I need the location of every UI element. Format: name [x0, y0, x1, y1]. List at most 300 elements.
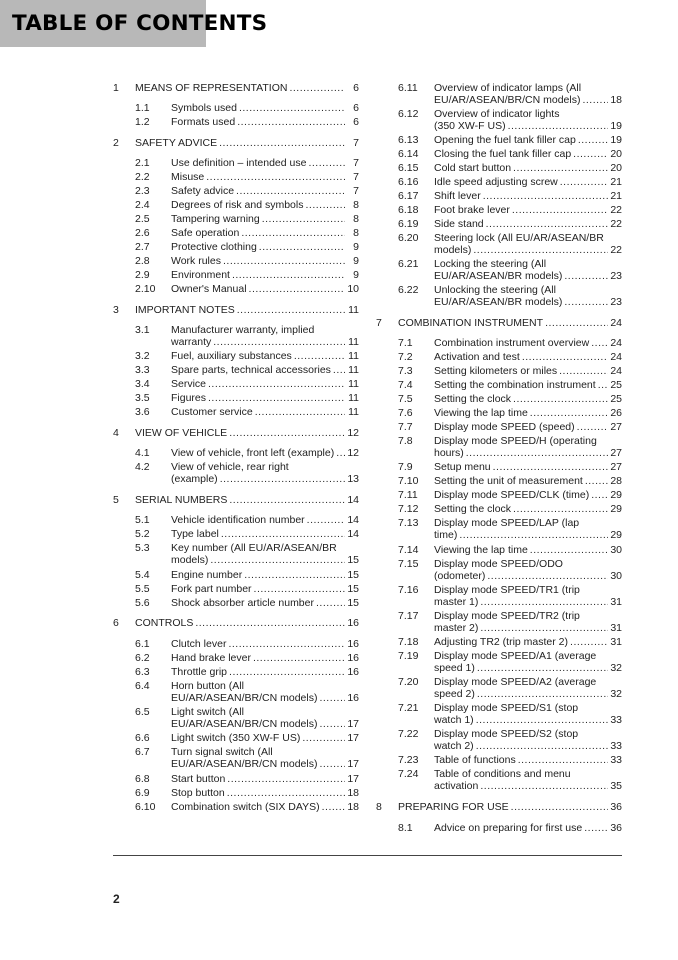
toc-dot-leader	[208, 378, 345, 390]
toc-entry-number: 4.2	[135, 461, 150, 473]
toc-entry-page: 11	[348, 304, 359, 316]
toc-entry-number: 7.10	[398, 475, 419, 487]
toc-dot-leader	[466, 447, 608, 459]
toc-entry-page: 20	[610, 162, 622, 174]
toc-entry-title: master 2)	[434, 622, 479, 634]
toc-entry-title: Fork part number	[171, 583, 252, 595]
page-number: 2	[113, 892, 120, 906]
toc-entry-page: 17	[347, 718, 359, 730]
toc-dot-leader	[522, 351, 608, 363]
toc-entry-page: 6	[353, 82, 359, 94]
toc-entry-number: 3.4	[135, 378, 150, 390]
toc-entry-page: 24	[610, 317, 622, 329]
toc-dot-leader	[564, 270, 608, 282]
toc-dot-leader	[229, 427, 345, 439]
toc-entry-number: 8.1	[398, 822, 413, 834]
toc-entry-page: 23	[610, 296, 622, 308]
toc-entry-number: 6.12	[398, 108, 419, 120]
toc-entry-title: Protective clothing	[171, 241, 257, 253]
toc-dot-leader	[582, 94, 608, 106]
footer-divider	[113, 855, 622, 856]
toc-entry-number: 2.6	[135, 227, 150, 239]
toc-entry-number: 7.21	[398, 702, 419, 714]
toc-dot-leader	[477, 662, 608, 674]
toc-entry-title: Spare parts, technical accessories	[171, 364, 331, 376]
toc-entry-number: 4.1	[135, 447, 150, 459]
toc-entry-page: 18	[347, 801, 359, 813]
toc-entry-title: View of vehicle, rear right	[171, 461, 289, 473]
toc-entry-number: 3.3	[135, 364, 150, 376]
toc-dot-leader	[573, 148, 608, 160]
toc-entry-title: Display mode SPEED/H (operating	[434, 435, 597, 447]
toc-entry-page: 31	[610, 596, 622, 608]
toc-entry-page: 24	[610, 337, 622, 349]
toc-dot-leader	[289, 82, 345, 94]
toc-entry-number: 2.5	[135, 213, 150, 225]
toc-entry-title: Horn button (All	[171, 680, 244, 692]
toc-entry-title: VIEW OF VEHICLE	[135, 427, 228, 439]
toc-dot-leader	[591, 489, 608, 501]
toc-entry-number: 7.16	[398, 584, 419, 596]
toc-entry-title: watch 1)	[434, 714, 474, 726]
toc-entry-page: 29	[610, 489, 622, 501]
toc-entry-page: 12	[347, 447, 359, 459]
toc-entry-number: 7.14	[398, 544, 419, 556]
toc-entry-page: 27	[610, 421, 622, 433]
toc-entry-title: Type label	[171, 528, 219, 540]
toc-entry-number: 2.4	[135, 199, 150, 211]
toc-entry-title: Degrees of risk and symbols	[171, 199, 304, 211]
toc-entry-page: 16	[347, 638, 359, 650]
toc-dot-leader	[254, 583, 345, 595]
toc-entry-page: 30	[610, 570, 622, 582]
toc-entry-page: 22	[610, 244, 622, 256]
toc-entry-number: 7.22	[398, 728, 419, 740]
toc-dot-leader	[518, 754, 608, 766]
toc-entry-title: Overview of indicator lamps (All	[434, 82, 582, 94]
toc-entry-title: Table of functions	[434, 754, 516, 766]
toc-dot-leader	[255, 406, 345, 418]
toc-entry-number: 2.9	[135, 269, 150, 281]
toc-dot-leader	[513, 162, 608, 174]
toc-entry-title: Owner's Manual	[171, 283, 247, 295]
toc-entry-title: Manufacturer warranty, implied	[171, 324, 315, 336]
toc-entry-title: Table of conditions and menu	[434, 768, 571, 780]
toc-entry-number: 7.2	[398, 351, 413, 363]
toc-dot-leader	[302, 732, 345, 744]
toc-dot-leader	[223, 255, 345, 267]
toc-entry-title: Misuse	[171, 171, 205, 183]
toc-dot-leader	[570, 636, 608, 648]
toc-entry-page: 16	[347, 617, 359, 629]
toc-entry-title: Display mode SPEED/S1 (stop	[434, 702, 579, 714]
toc-entry-title: Figures	[171, 392, 207, 404]
toc-entry-title: Opening the fuel tank filler cap	[434, 134, 576, 146]
toc-entry-title: MEANS OF REPRESENTATION	[135, 82, 288, 94]
toc-entry-title: Foot brake lever	[434, 204, 510, 216]
toc-entry-page: 31	[610, 636, 622, 648]
toc-entry-number: 6.4	[135, 680, 150, 692]
toc-entry-page: 24	[610, 351, 622, 363]
toc-dot-leader	[513, 393, 608, 405]
toc-entry-page: 21	[610, 190, 622, 202]
toc-dot-leader	[259, 241, 345, 253]
toc-entry-title: Viewing the lap time	[434, 544, 528, 556]
toc-entry-page: 27	[610, 447, 622, 459]
toc-entry-number: 6.7	[135, 746, 150, 758]
toc-entry-number: 3.1	[135, 324, 150, 336]
toc-dot-leader	[476, 740, 608, 752]
toc-entry-number: 3.5	[135, 392, 150, 404]
toc-dot-leader	[493, 461, 608, 473]
toc-entry-title: Safety advice	[171, 185, 235, 197]
toc-entry-number: 6.6	[135, 732, 150, 744]
toc-entry-title: EU/AR/ASEAN/BR models)	[434, 296, 563, 308]
toc-entry-page: 11	[348, 350, 359, 362]
toc-entry-title: Display mode SPEED (speed)	[434, 421, 575, 433]
toc-entry-title: Hand brake lever	[171, 652, 251, 664]
toc-entry-title: Key number (All EU/AR/ASEAN/BR	[171, 542, 337, 554]
toc-dot-leader	[239, 102, 345, 114]
toc-entry-page: 15	[347, 597, 359, 609]
toc-entry-page: 16	[347, 652, 359, 664]
toc-entry-title: EU/AR/ASEAN/BR/CN models)	[171, 758, 318, 770]
toc-entry-number: 2.2	[135, 171, 150, 183]
toc-entry-page: 16	[347, 692, 359, 704]
toc-entry-page: 28	[610, 475, 622, 487]
toc-entry-title: hours)	[434, 447, 464, 459]
toc-entry-page: 19	[610, 120, 622, 132]
toc-entry-number: 2.10	[135, 283, 156, 295]
toc-entry-page: 20	[610, 148, 622, 160]
toc-dot-leader	[322, 801, 345, 813]
toc-dot-leader	[221, 528, 345, 540]
toc-entry-number: 6.17	[398, 190, 419, 202]
toc-entry-page: 11	[348, 378, 359, 390]
toc-entry-number: 3.2	[135, 350, 150, 362]
toc-entry-number: 7.11	[398, 489, 418, 501]
toc-entry-page: 32	[610, 688, 622, 700]
toc-entry-page: 36	[610, 801, 622, 813]
toc-entry-page: 11	[348, 392, 359, 404]
toc-entry-title: Setup menu	[434, 461, 491, 473]
toc-dot-leader	[591, 337, 608, 349]
toc-entry-title: IMPORTANT NOTES	[135, 304, 235, 316]
toc-dot-leader	[237, 304, 345, 316]
toc-dot-leader	[473, 244, 608, 256]
toc-entry-title: SAFETY ADVICE	[135, 137, 218, 149]
toc-entry-title: models)	[171, 554, 209, 566]
toc-entry-number: 7.7	[398, 421, 413, 433]
toc-entry-title: Idle speed adjusting screw	[434, 176, 558, 188]
toc-entry-page: 14	[347, 528, 359, 540]
toc-entry-number: 6.20	[398, 232, 419, 244]
toc-entry-number: 7.8	[398, 435, 413, 447]
toc-dot-leader	[213, 336, 345, 348]
toc-dot-leader	[195, 617, 345, 629]
toc-entry-title: Setting the combination instrument	[434, 379, 596, 391]
toc-entry-page: 17	[347, 773, 359, 785]
toc-entry-title: Work rules	[171, 255, 221, 267]
toc-entry-number: 8	[376, 801, 382, 813]
toc-entry-title: activation	[434, 780, 479, 792]
toc-entry-title: Display mode SPEED/TR2 (trip	[434, 610, 580, 622]
toc-entry-title: Combination instrument overview	[434, 337, 590, 349]
toc-entry-page: 10	[347, 283, 359, 295]
toc-entry-title: SERIAL NUMBERS	[135, 494, 228, 506]
toc-entry-page: 11	[348, 364, 359, 376]
toc-entry-page: 33	[610, 714, 622, 726]
toc-dot-leader	[249, 283, 345, 295]
toc-entry-title: Activation and test	[434, 351, 520, 363]
toc-entry-number: 4	[113, 427, 119, 439]
toc-entry-number: 2	[113, 137, 119, 149]
toc-dot-leader	[477, 688, 608, 700]
toc-entry-title: Display mode SPEED/ODO	[434, 558, 563, 570]
toc-dot-leader	[319, 692, 345, 704]
toc-entry-title: Shift lever	[434, 190, 481, 202]
toc-entry-number: 6.19	[398, 218, 419, 230]
toc-entry-number: 2.3	[135, 185, 150, 197]
toc-entry-title: Vehicle identification number	[171, 514, 305, 526]
toc-entry-number: 1	[113, 82, 119, 94]
toc-entry-title: EU/AR/ASEAN/BR/CN models)	[171, 692, 318, 704]
toc-entry-number: 7.17	[398, 610, 419, 622]
toc-entry-page: 22	[610, 204, 622, 216]
toc-entry-page: 15	[347, 554, 359, 566]
toc-dot-leader	[577, 421, 608, 433]
toc-entry-title: Shock absorber article number	[171, 597, 314, 609]
toc-dot-leader	[319, 758, 345, 770]
toc-dot-leader	[229, 666, 345, 678]
toc-entry-number: 7.12	[398, 503, 419, 515]
toc-entry-page: 8	[353, 227, 359, 239]
toc-dot-leader	[307, 514, 345, 526]
toc-dot-leader	[476, 714, 608, 726]
toc-entry-page: 7	[353, 157, 359, 169]
toc-entry-title: EU/AR/ASEAN/BR/CN models)	[171, 718, 318, 730]
toc-dot-leader	[480, 596, 608, 608]
toc-dot-leader	[480, 780, 608, 792]
toc-entry-title: Display mode SPEED/S2 (stop	[434, 728, 579, 740]
toc-entry-title: Locking the steering (All	[434, 258, 547, 270]
toc-dot-leader	[560, 176, 608, 188]
toc-dot-leader	[584, 822, 608, 834]
toc-entry-title: Throttle grip	[171, 666, 228, 678]
toc-entry-number: 1.2	[135, 116, 150, 128]
toc-dot-leader	[294, 350, 345, 362]
toc-entry-number: 7.5	[398, 393, 413, 405]
toc-entry-page: 6	[353, 116, 359, 128]
toc-entry-title: Turn signal switch (All	[171, 746, 273, 758]
toc-entry-title: EU/AR/ASEAN/BR/CN models)	[434, 94, 581, 106]
toc-entry-title: Fuel, auxiliary substances	[171, 350, 292, 362]
toc-entry-title: Overview of indicator lights	[434, 108, 560, 120]
toc-entry-number: 5.6	[135, 597, 150, 609]
toc-dot-leader	[336, 447, 345, 459]
toc-entry-page: 22	[610, 218, 622, 230]
toc-entry-title: Display mode SPEED/LAP (lap	[434, 517, 580, 529]
toc-entry-title: Use definition – intended use	[171, 157, 307, 169]
toc-entry-page: 15	[347, 583, 359, 595]
toc-entry-page: 16	[347, 666, 359, 678]
toc-entry-title: Advice on preparing for first use	[434, 822, 583, 834]
toc-entry-number: 7.20	[398, 676, 419, 688]
toc-entry-title: Service	[171, 378, 207, 390]
toc-entry-title: Setting the clock	[434, 503, 512, 515]
toc-entry-number: 6.9	[135, 787, 150, 799]
toc-entry-page: 9	[353, 241, 359, 253]
toc-entry-number: 6.8	[135, 773, 150, 785]
toc-entry-title: Steering lock (All EU/AR/ASEAN/BR	[434, 232, 604, 244]
toc-dot-leader	[319, 718, 345, 730]
toc-entry-page: 15	[347, 569, 359, 581]
toc-entry-number: 5.5	[135, 583, 150, 595]
toc-dot-leader	[227, 773, 345, 785]
toc-entry-number: 7.23	[398, 754, 419, 766]
toc-entry-title: Setting the clock	[434, 393, 512, 405]
toc-entry-title: Stop button	[171, 787, 225, 799]
toc-entry-title: Clutch lever	[171, 638, 227, 650]
toc-dot-leader	[333, 364, 345, 376]
toc-entry-title: COMBINATION INSTRUMENT	[398, 317, 544, 329]
toc-entry-title: models)	[434, 244, 472, 256]
toc-dot-leader	[486, 218, 608, 230]
toc-entry-number: 6.13	[398, 134, 419, 146]
toc-entry-title: watch 2)	[434, 740, 474, 752]
toc-dot-leader	[530, 544, 608, 556]
toc-entry-page: 24	[610, 365, 622, 377]
toc-entry-page: 7	[353, 185, 359, 197]
toc-entry-title: Light switch (All	[171, 706, 244, 718]
toc-entry-number: 6.11	[398, 82, 418, 94]
toc-dot-leader	[585, 475, 608, 487]
toc-dot-leader	[508, 120, 608, 132]
toc-entry-title: Closing the fuel tank filler cap	[434, 148, 572, 160]
toc-dot-leader	[232, 269, 345, 281]
toc-dot-leader	[236, 185, 345, 197]
toc-dot-leader	[244, 569, 345, 581]
toc-entry-title: Adjusting TR2 (trip master 2)	[434, 636, 569, 648]
toc-entry-page: 30	[610, 544, 622, 556]
toc-entry-page: 35	[610, 780, 622, 792]
toc-dot-leader	[578, 134, 608, 146]
toc-entry-page: 7	[353, 171, 359, 183]
toc-dot-leader	[316, 597, 345, 609]
toc-dot-leader	[487, 570, 608, 582]
toc-entry-number: 6.10	[135, 801, 156, 813]
toc-entry-title: (example)	[171, 473, 218, 485]
toc-entry-page: 26	[610, 407, 622, 419]
toc-entry-number: 7.3	[398, 365, 413, 377]
toc-entry-title: CONTROLS	[135, 617, 194, 629]
toc-entry-number: 3.6	[135, 406, 150, 418]
toc-entry-number: 6.21	[398, 258, 419, 270]
toc-entry-page: 27	[610, 461, 622, 473]
toc-dot-leader	[511, 801, 608, 813]
toc-entry-number: 7.18	[398, 636, 419, 648]
toc-entry-title: EU/AR/ASEAN/BR models)	[434, 270, 563, 282]
toc-entry-page: 25	[610, 379, 622, 391]
toc-entry-title: Display mode SPEED/TR1 (trip	[434, 584, 580, 596]
toc-dot-leader	[227, 787, 345, 799]
toc-entry-number: 5	[113, 494, 119, 506]
toc-entry-page: 19	[610, 134, 622, 146]
toc-entry-page: 33	[610, 754, 622, 766]
toc-dot-leader	[513, 503, 608, 515]
toc-entry-page: 17	[347, 758, 359, 770]
toc-entry-page: 18	[347, 787, 359, 799]
toc-dot-leader	[480, 622, 608, 634]
toc-entry-page: 29	[610, 503, 622, 515]
toc-entry-page: 33	[610, 740, 622, 752]
toc-entry-number: 7.13	[398, 517, 419, 529]
toc-entry-page: 17	[347, 732, 359, 744]
toc-dot-leader	[219, 137, 345, 149]
toc-dot-leader	[208, 392, 345, 404]
toc-entry-title: (350 XW-F US)	[434, 120, 506, 132]
toc-dot-leader	[220, 473, 345, 485]
toc-entry-number: 2.1	[135, 157, 150, 169]
toc-entry-number: 6.16	[398, 176, 419, 188]
toc-entry-page: 9	[353, 255, 359, 267]
toc-entry-title: time)	[434, 529, 458, 541]
toc-entry-title: Symbols used	[171, 102, 237, 114]
toc-entry-page: 8	[353, 213, 359, 225]
toc-entry-number: 6	[113, 617, 119, 629]
toc-dot-leader	[206, 171, 345, 183]
toc-entry-number: 7.19	[398, 650, 419, 662]
toc-dot-leader	[512, 204, 608, 216]
toc-entry-title: warranty	[171, 336, 212, 348]
toc-entry-title: Display mode SPEED/A1 (average	[434, 650, 597, 662]
toc-entry-page: 25	[610, 393, 622, 405]
toc-entry-number: 6.1	[135, 638, 150, 650]
toc-entry-page: 11	[348, 406, 359, 418]
toc-dot-leader	[210, 554, 345, 566]
toc-dot-leader	[564, 296, 608, 308]
toc-dot-leader	[305, 199, 345, 211]
toc-entry-number: 6.14	[398, 148, 419, 160]
toc-entry-number: 3	[113, 304, 119, 316]
toc-entry-title: Customer service	[171, 406, 253, 418]
toc-entry-number: 6.2	[135, 652, 150, 664]
toc-entry-number: 6.3	[135, 666, 150, 678]
toc-dot-leader	[229, 494, 345, 506]
toc-entry-title: Display mode SPEED/A2 (average	[434, 676, 597, 688]
toc-entry-page: 18	[610, 94, 622, 106]
toc-dot-leader	[545, 317, 608, 329]
toc-entry-number: 6.15	[398, 162, 419, 174]
toc-dot-leader	[262, 213, 345, 225]
header-tab	[0, 0, 268, 47]
toc-entry-number: 6.18	[398, 204, 419, 216]
toc-dot-leader	[530, 407, 608, 419]
toc-entry-page: 14	[347, 514, 359, 526]
toc-entry-number: 7.4	[398, 379, 413, 391]
toc-entry-title: speed 1)	[434, 662, 475, 674]
toc-entry-page: 31	[610, 622, 622, 634]
toc-entry-page: 29	[610, 529, 622, 541]
toc-entry-number: 2.8	[135, 255, 150, 267]
toc-entry-title: master 1)	[434, 596, 479, 608]
toc-entry-number: 5.1	[135, 514, 150, 526]
toc-entry-title: Safe operation	[171, 227, 240, 239]
toc-dot-leader	[237, 116, 345, 128]
toc-dot-leader	[308, 157, 345, 169]
toc-entry-number: 7.24	[398, 768, 419, 780]
toc-entry-number: 6.5	[135, 706, 150, 718]
